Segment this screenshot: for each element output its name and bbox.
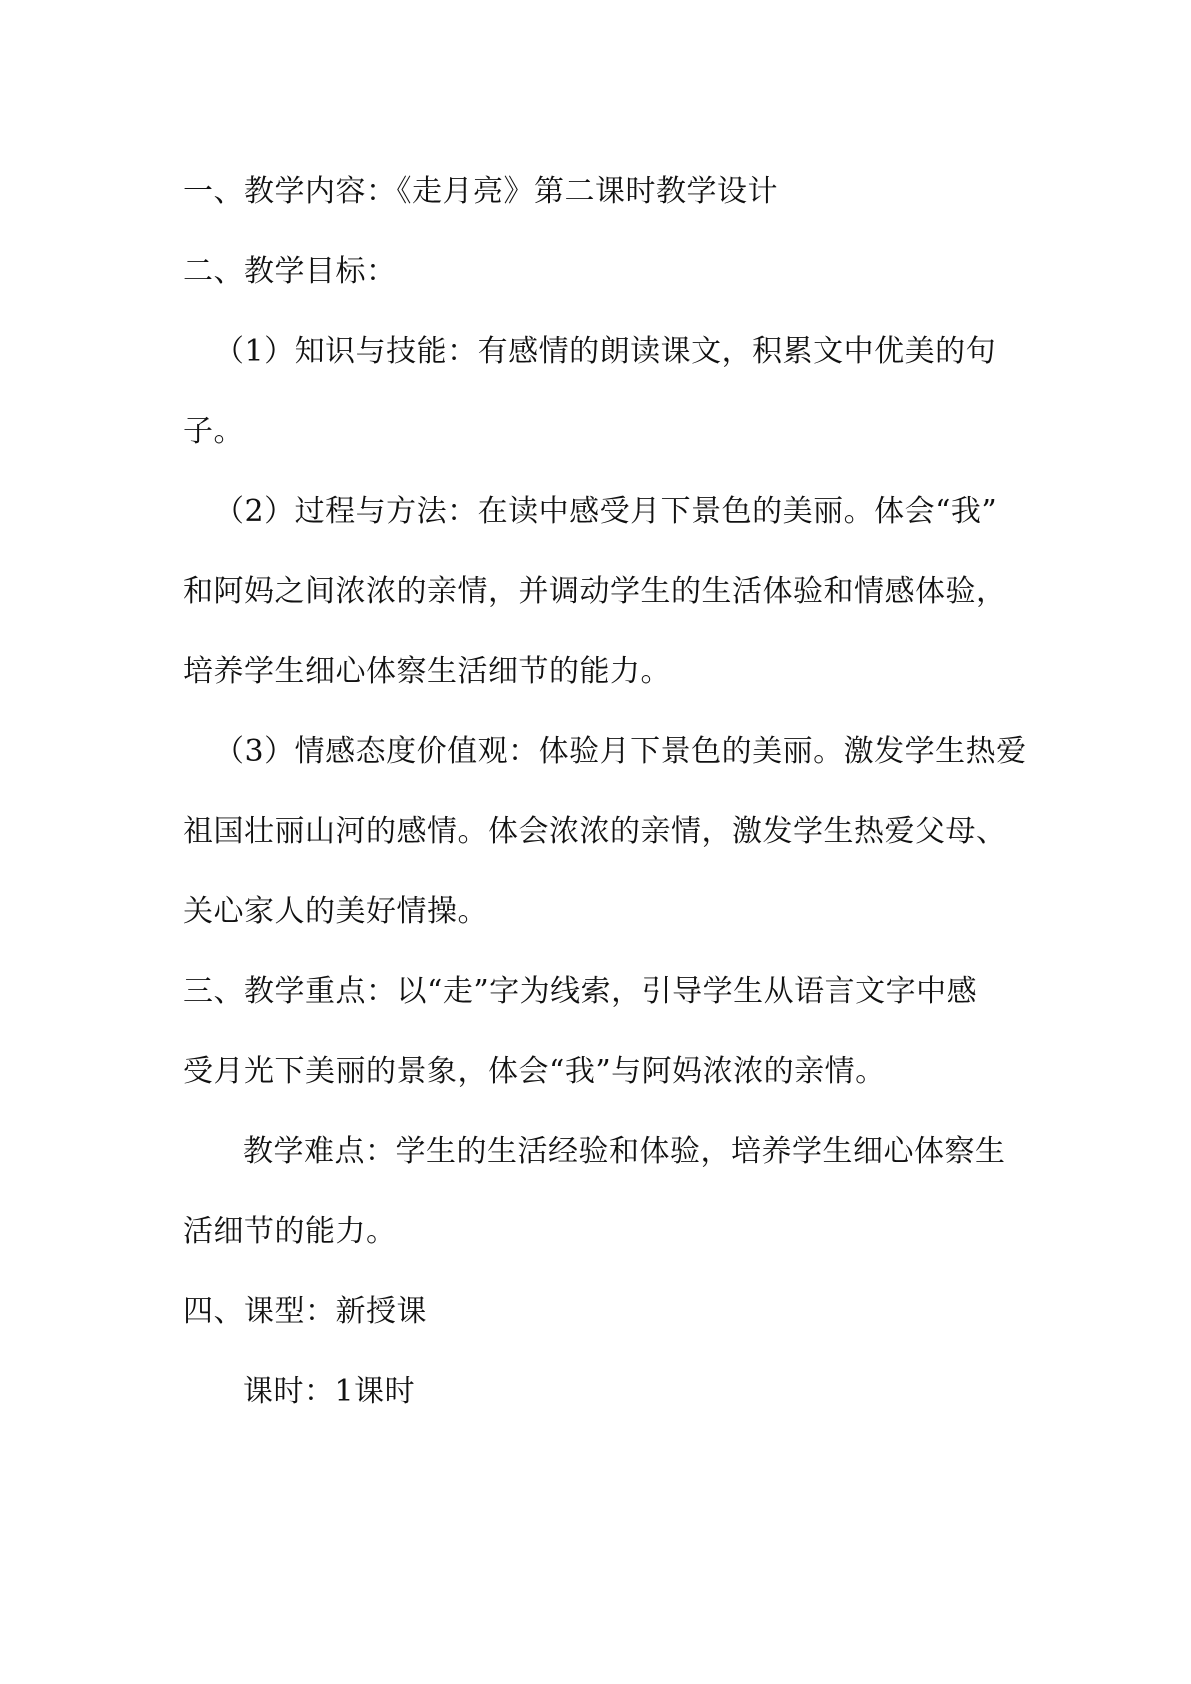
section-1-teaching-content: 一、教学内容：《走月亮》第二课时教学设计 — [183, 174, 778, 209]
class-hours: 课时：1课时 — [243, 1374, 416, 1409]
section-3-key-points-line-1: 三、教学重点：以“走”字为线索，引导学生从语言文字中感 — [183, 974, 978, 1009]
section-2-teaching-goals: 二、教学目标： — [183, 254, 397, 289]
goal-1-line-1: （1）知识与技能：有感情的朗读课文，积累文中优美的句 — [214, 334, 997, 369]
goal-2-line-2: 和阿妈之间浓浓的亲情，并调动学生的生活体验和情感体验， — [183, 574, 1007, 609]
goal-3-line-2: 祖国壮丽山河的感情。体会浓浓的亲情，激发学生热爱父母、 — [183, 814, 1007, 849]
goal-2-line-1: （2）过程与方法：在读中感受月下景色的美丽。体会“我” — [214, 494, 998, 529]
goal-3-line-3: 关心家人的美好情操。 — [183, 894, 488, 929]
goal-2-line-3: 培养学生细心体察生活细节的能力。 — [183, 654, 671, 689]
goal-1-line-2: 子。 — [183, 414, 244, 449]
goal-3-line-1: （3）情感态度价值观：体验月下景色的美丽。激发学生热爱 — [214, 734, 1027, 769]
section-3-key-points-line-2: 受月光下美丽的景象，体会“我”与阿妈浓浓的亲情。 — [183, 1054, 886, 1089]
section-4-lesson-type: 四、课型：新授课 — [183, 1294, 427, 1329]
difficult-points-line-2: 活细节的能力。 — [183, 1214, 397, 1249]
difficult-points-line-1: 教学难点：学生的生活经验和体验，培养学生细心体察生 — [243, 1134, 1006, 1169]
